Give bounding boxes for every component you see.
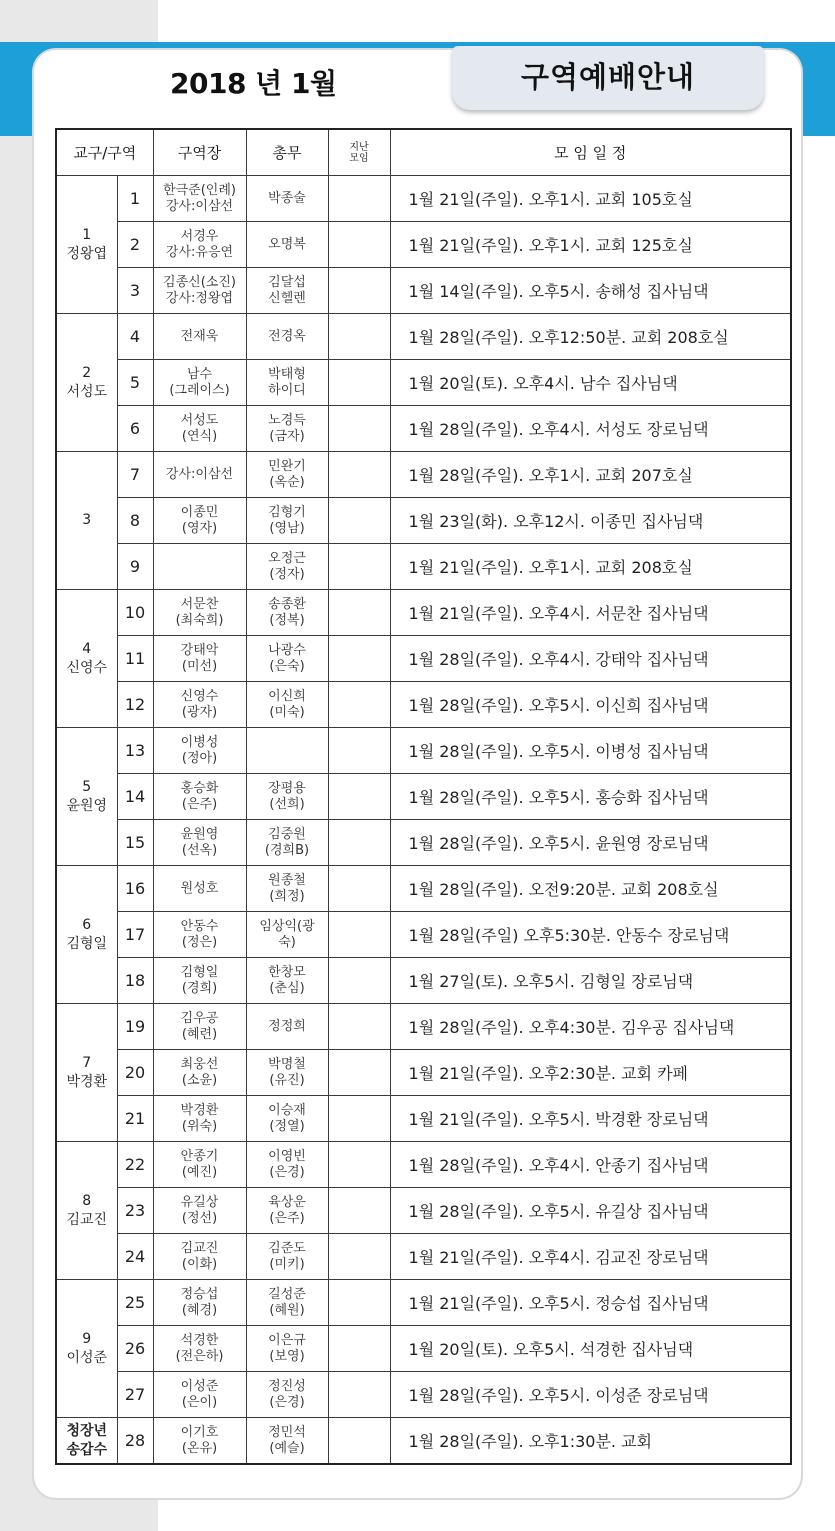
- district-column-header: 교구/구역: [56, 129, 153, 176]
- leader-cell: 이성준 (은이): [153, 1372, 246, 1418]
- row-number: 24: [117, 1234, 153, 1280]
- past-meeting-cell: [328, 774, 390, 820]
- secretary-cell: 김준도 (미키): [246, 1234, 328, 1280]
- row-number: 16: [117, 866, 153, 912]
- secretary-cell: 김중원 (경희B): [246, 820, 328, 866]
- past-meeting-cell: [328, 544, 390, 590]
- secretary-column-header: 총무: [246, 129, 328, 176]
- schedule-column-header: 모 임 일 정: [390, 129, 791, 176]
- schedule-cell: 1월 28일(주일). 오후1:30분. 교회: [390, 1418, 791, 1465]
- schedule-cell: 1월 28일(주일) 오후5:30분. 안동수 장로님댁: [390, 912, 791, 958]
- row-number: 3: [117, 268, 153, 314]
- past-meeting-cell: [328, 452, 390, 498]
- table-row: [56, 820, 791, 866]
- schedule-cell: 1월 28일(주일). 오후5시. 이성준 장로님댁: [390, 1372, 791, 1418]
- schedule-cell: 1월 28일(주일). 오전9:20분. 교회 208호실: [390, 866, 791, 912]
- secretary-cell: 길성준 (혜원): [246, 1280, 328, 1326]
- table-row: [56, 406, 791, 452]
- row-number: 21: [117, 1096, 153, 1142]
- leader-cell: 김교진 (이화): [153, 1234, 246, 1280]
- district-cell: 3: [56, 452, 117, 590]
- secretary-cell: 전경옥: [246, 314, 328, 360]
- schedule-cell: 1월 27일(토). 오후5시. 김형일 장로님댁: [390, 958, 791, 1004]
- past-meeting-cell: [328, 314, 390, 360]
- past-meeting-cell: [328, 820, 390, 866]
- table-row: [56, 314, 791, 360]
- schedule-cell: 1월 20일(토). 오후4시. 남수 집사님댁: [390, 360, 791, 406]
- past-meeting-cell: [328, 590, 390, 636]
- leader-column-header: 구역장: [153, 129, 246, 176]
- past-meeting-cell: [328, 636, 390, 682]
- past-meeting-cell: [328, 268, 390, 314]
- row-number: 18: [117, 958, 153, 1004]
- past-meeting-cell: [328, 360, 390, 406]
- schedule-cell: 1월 21일(주일). 오후4시. 김교진 장로님댁: [390, 1234, 791, 1280]
- secretary-cell: 송종환 (정복): [246, 590, 328, 636]
- secretary-cell: 박태형 하이디: [246, 360, 328, 406]
- schedule-cell: 1월 21일(주일). 오후5시. 정승섭 집사님댁: [390, 1280, 791, 1326]
- schedule-cell: 1월 28일(주일). 오후4시. 서성도 장로님댁: [390, 406, 791, 452]
- secretary-cell: 원종철 (희정): [246, 866, 328, 912]
- past-meeting-cell: [328, 1234, 390, 1280]
- leader-cell: 김종신(소진) 강사:정왕엽: [153, 268, 246, 314]
- table-row: [56, 498, 791, 544]
- table-row: [56, 1326, 791, 1372]
- row-number: 23: [117, 1188, 153, 1234]
- schedule-cell: 1월 28일(주일). 오후5시. 홍승화 집사님댁: [390, 774, 791, 820]
- leader-cell: 유길상 (정선): [153, 1188, 246, 1234]
- past-meeting-cell: [328, 958, 390, 1004]
- leader-cell: 안동수 (정은): [153, 912, 246, 958]
- schedule-cell: 1월 21일(주일). 오후5시. 박경환 장로님댁: [390, 1096, 791, 1142]
- district-cell: 청장년 송갑수: [56, 1418, 117, 1465]
- secretary-cell: 박명철 (유진): [246, 1050, 328, 1096]
- row-number: 7: [117, 452, 153, 498]
- secretary-cell: 정정희: [246, 1004, 328, 1050]
- row-number: 25: [117, 1280, 153, 1326]
- past-meeting-cell: [328, 406, 390, 452]
- date-title: 2018 년 1월: [170, 67, 337, 100]
- leader-cell: 강사:이삼선: [153, 452, 246, 498]
- secretary-cell: 김형기 (영남): [246, 498, 328, 544]
- district-cell: 1 정왕엽: [56, 176, 117, 314]
- secretary-cell: 이영빈 (은경): [246, 1142, 328, 1188]
- table-row: [56, 866, 791, 912]
- row-number: 9: [117, 544, 153, 590]
- table-row: [56, 1372, 791, 1418]
- past-meeting-cell: [328, 498, 390, 544]
- table-row: [56, 774, 791, 820]
- leader-cell: 김우공 (혜련): [153, 1004, 246, 1050]
- secretary-cell: 장평용 (선희): [246, 774, 328, 820]
- table-row: [56, 682, 791, 728]
- past-meeting-column-header: 지난 모임: [328, 129, 390, 176]
- row-number: 8: [117, 498, 153, 544]
- secretary-cell: 오정근 (정자): [246, 544, 328, 590]
- schedule-cell: 1월 28일(주일). 오후5시. 이신희 집사님댁: [390, 682, 791, 728]
- table-row: [56, 1004, 791, 1050]
- secretary-cell: 정진성 (은경): [246, 1372, 328, 1418]
- past-meeting-cell: [328, 912, 390, 958]
- table-row: [56, 268, 791, 314]
- leader-cell: [153, 544, 246, 590]
- secretary-cell: 이은규 (보영): [246, 1326, 328, 1372]
- leader-cell: 윤원영 (선옥): [153, 820, 246, 866]
- secretary-cell: 정민석 (예슬): [246, 1418, 328, 1465]
- leader-cell: 신영수 (광자): [153, 682, 246, 728]
- row-number: 14: [117, 774, 153, 820]
- leader-cell: 김형일 (경희): [153, 958, 246, 1004]
- table-row: [56, 544, 791, 590]
- past-meeting-cell: [328, 1188, 390, 1234]
- district-cell: 5 윤원영: [56, 728, 117, 866]
- schedule-cell: 1월 28일(주일). 오후1시. 교회 207호실: [390, 452, 791, 498]
- row-number: 28: [117, 1418, 153, 1465]
- leader-cell: 최웅선 (소윤): [153, 1050, 246, 1096]
- row-number: 5: [117, 360, 153, 406]
- row-number: 15: [117, 820, 153, 866]
- past-meeting-cell: [328, 866, 390, 912]
- schedule-cell: 1월 28일(주일). 오후4:30분. 김우공 집사님댁: [390, 1004, 791, 1050]
- table-row: [56, 912, 791, 958]
- page-title-tab: 구역예배안내: [452, 46, 764, 110]
- schedule-cell: 1월 21일(주일). 오후1시. 교회 105호실: [390, 176, 791, 222]
- table-row: [56, 1050, 791, 1096]
- leader-cell: 서문찬 (최숙희): [153, 590, 246, 636]
- schedule-cell: 1월 28일(주일). 오후5시. 윤원영 장로님댁: [390, 820, 791, 866]
- past-meeting-cell: [328, 1280, 390, 1326]
- leader-cell: 이기호 (온유): [153, 1418, 246, 1465]
- district-cell: 8 김교진: [56, 1142, 117, 1280]
- past-meeting-cell: [328, 1326, 390, 1372]
- schedule-cell: 1월 21일(주일). 오후4시. 서문찬 집사님댁: [390, 590, 791, 636]
- schedule-cell: 1월 28일(주일). 오후5시. 유길상 집사님댁: [390, 1188, 791, 1234]
- table-row: [56, 222, 791, 268]
- leader-cell: 이종민 (영자): [153, 498, 246, 544]
- row-number: 26: [117, 1326, 153, 1372]
- schedule-cell: 1월 28일(주일). 오후12:50분. 교회 208호실: [390, 314, 791, 360]
- table-row: [56, 1096, 791, 1142]
- leader-cell: 한극준(인례) 강사:이삼선: [153, 176, 246, 222]
- row-number: 6: [117, 406, 153, 452]
- row-number: 17: [117, 912, 153, 958]
- schedule-cell: 1월 28일(주일). 오후4시. 안종기 집사님댁: [390, 1142, 791, 1188]
- past-meeting-cell: [328, 728, 390, 774]
- table-row: [56, 590, 791, 636]
- secretary-cell: [246, 728, 328, 774]
- row-number: 22: [117, 1142, 153, 1188]
- district-cell: 4 신영수: [56, 590, 117, 728]
- table-row: [56, 958, 791, 1004]
- table-row: [56, 452, 791, 498]
- past-meeting-cell: [328, 1096, 390, 1142]
- row-number: 20: [117, 1050, 153, 1096]
- leader-cell: 남수 (그레이스): [153, 360, 246, 406]
- secretary-cell: 나광수 (은숙): [246, 636, 328, 682]
- district-cell: 2 서성도: [56, 314, 117, 452]
- schedule-cell: 1월 21일(주일). 오후2:30분. 교회 카페: [390, 1050, 791, 1096]
- schedule-cell: 1월 21일(주일). 오후1시. 교회 125호실: [390, 222, 791, 268]
- table-row: [56, 176, 791, 222]
- secretary-cell: 한창모 (춘심): [246, 958, 328, 1004]
- district-cell: 7 박경환: [56, 1004, 117, 1142]
- secretary-cell: 민완기 (옥순): [246, 452, 328, 498]
- table-row: [56, 636, 791, 682]
- leader-cell: 홍승화 (은주): [153, 774, 246, 820]
- leader-cell: 이병성 (정아): [153, 728, 246, 774]
- secretary-cell: 김달섭 신헬렌: [246, 268, 328, 314]
- secretary-cell: 임상익(광 숙): [246, 912, 328, 958]
- table-row: [56, 728, 791, 774]
- row-number: 13: [117, 728, 153, 774]
- row-number: 2: [117, 222, 153, 268]
- leader-cell: 안종기 (예진): [153, 1142, 246, 1188]
- table-row: [56, 1234, 791, 1280]
- table-row: [56, 360, 791, 406]
- secretary-cell: 노경득 (금자): [246, 406, 328, 452]
- row-number: 4: [117, 314, 153, 360]
- row-number: 19: [117, 1004, 153, 1050]
- secretary-cell: 육상운 (은주): [246, 1188, 328, 1234]
- past-meeting-cell: [328, 1418, 390, 1465]
- leader-cell: 정승섭 (혜경): [153, 1280, 246, 1326]
- table-row: [56, 1280, 791, 1326]
- schedule-cell: 1월 28일(주일). 오후4시. 강태악 집사님댁: [390, 636, 791, 682]
- leader-cell: 서성도 (연식): [153, 406, 246, 452]
- past-meeting-cell: [328, 1004, 390, 1050]
- past-meeting-cell: [328, 176, 390, 222]
- table-row: [56, 1418, 791, 1465]
- district-cell: 9 이성준: [56, 1280, 117, 1418]
- secretary-cell: 오명복: [246, 222, 328, 268]
- schedule-cell: 1월 20일(토). 오후5시. 석경한 집사님댁: [390, 1326, 791, 1372]
- secretary-cell: 박종술: [246, 176, 328, 222]
- past-meeting-cell: [328, 222, 390, 268]
- leader-cell: 박경환 (위숙): [153, 1096, 246, 1142]
- table-header-row: [56, 129, 791, 176]
- table-body: [56, 176, 791, 1465]
- row-number: 10: [117, 590, 153, 636]
- secretary-cell: 이승재 (정열): [246, 1096, 328, 1142]
- past-meeting-cell: [328, 1372, 390, 1418]
- table-row: [56, 1142, 791, 1188]
- table-row: [56, 1188, 791, 1234]
- row-number: 11: [117, 636, 153, 682]
- district-cell: 6 김형일: [56, 866, 117, 1004]
- schedule-cell: 1월 14일(주일). 오후5시. 송해성 집사님댁: [390, 268, 791, 314]
- past-meeting-cell: [328, 1142, 390, 1188]
- schedule-cell: 1월 23일(화). 오후12시. 이종민 집사님댁: [390, 498, 791, 544]
- secretary-cell: 이신희 (미숙): [246, 682, 328, 728]
- schedule-table: [55, 128, 792, 1465]
- leader-cell: 원성호: [153, 866, 246, 912]
- row-number: 1: [117, 176, 153, 222]
- leader-cell: 전재욱: [153, 314, 246, 360]
- leader-cell: 강태악 (미선): [153, 636, 246, 682]
- past-meeting-cell: [328, 1050, 390, 1096]
- leader-cell: 서경우 강사:유응연: [153, 222, 246, 268]
- row-number: 27: [117, 1372, 153, 1418]
- schedule-cell: 1월 21일(주일). 오후1시. 교회 208호실: [390, 544, 791, 590]
- past-meeting-cell: [328, 682, 390, 728]
- row-number: 12: [117, 682, 153, 728]
- schedule-cell: 1월 28일(주일). 오후5시. 이병성 집사님댁: [390, 728, 791, 774]
- leader-cell: 석경한 (전은하): [153, 1326, 246, 1372]
